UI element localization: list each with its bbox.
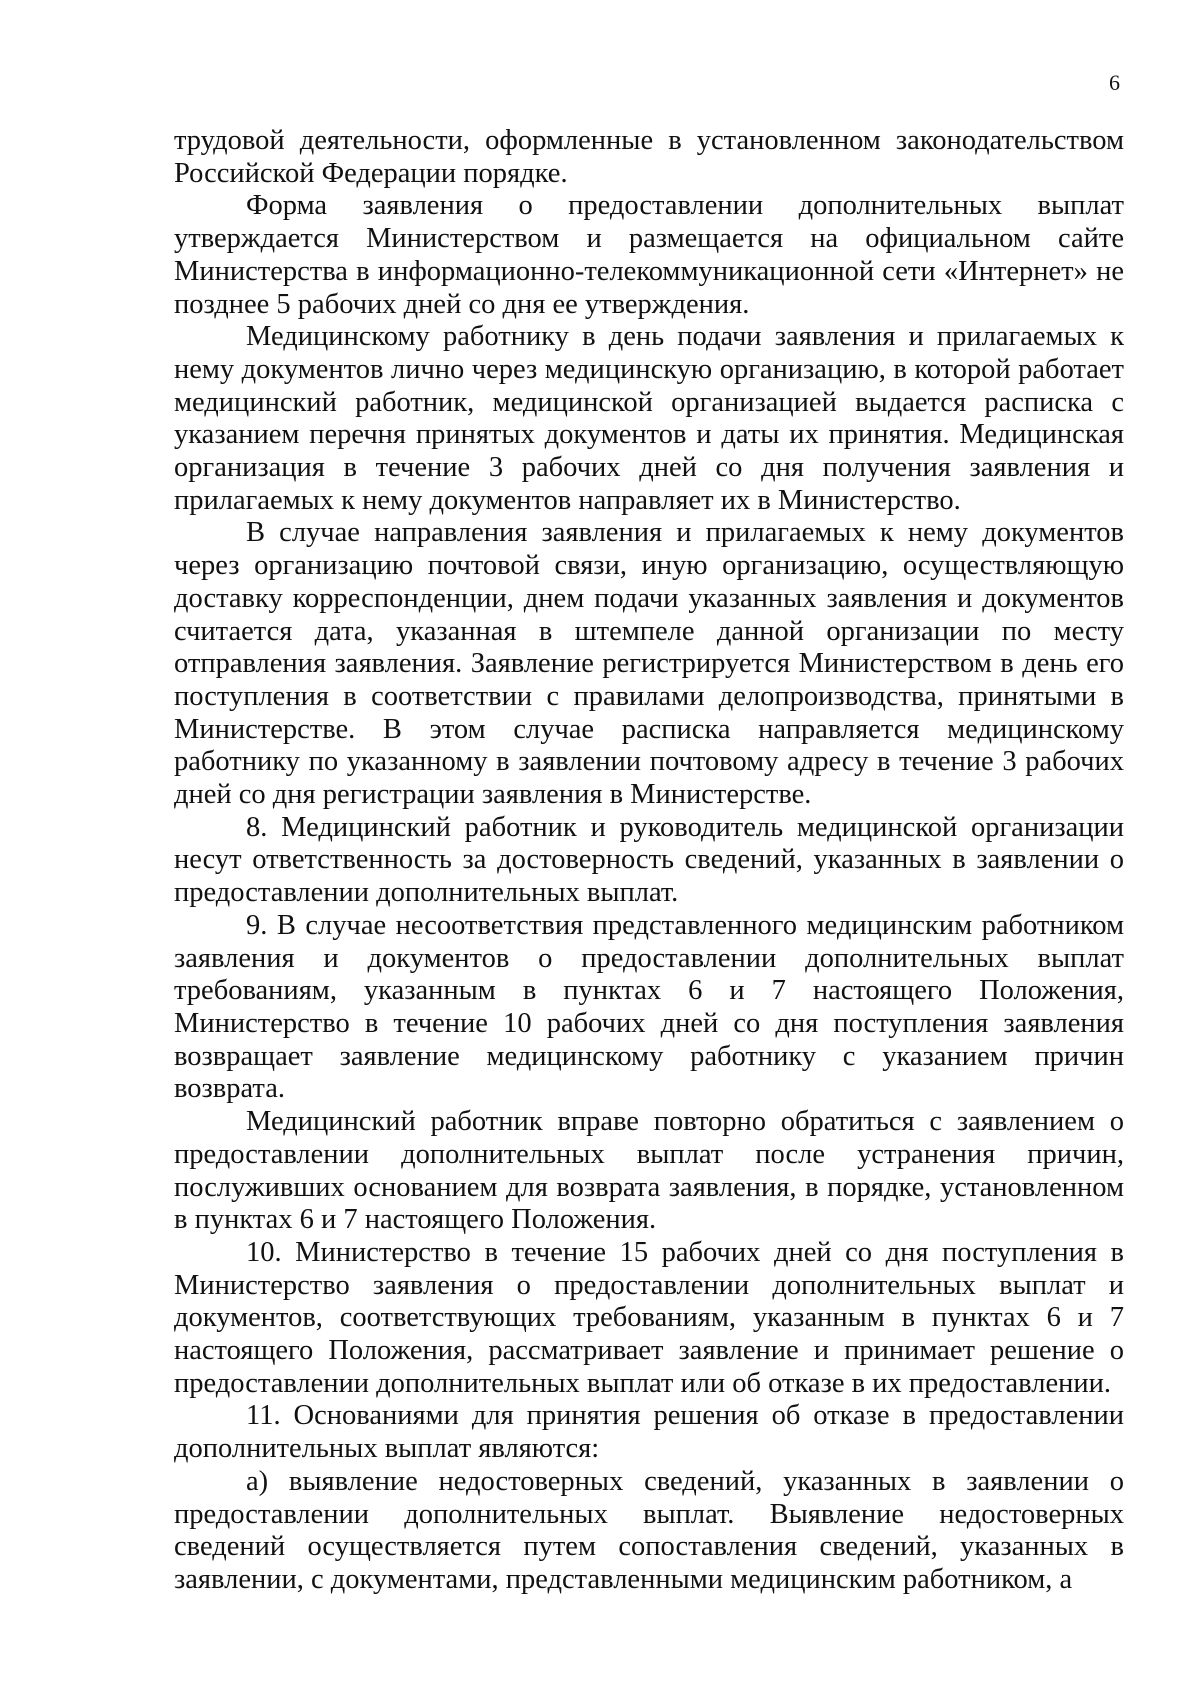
document-body [174,125,1124,1597]
paragraph-receipt-in-person: Медицинскому работнику в день подачи заявления и прилагаемых к нему документов лично через медицинскую организацию, в которой работает медицинский работник, медицинской организацией выдается расписка с указанием перечня принятых документов и даты их принятия. Медицинская организация в течение 3 рабочих дней со дня получения заявления и прилагаемых к нему документов направляет их в Министерство. [174,321,1124,516]
paragraph-reapplication: Медицинский работник вправе повторно обратиться с заявлением о предоставлении дополнительных выплат после устранения причин, послуживших основанием для возврата заявления, в порядке, установленном в пунктах 6 и 7 настоящего Положения. [174,1106,1124,1236]
page-number: 6 [1109,70,1120,95]
paragraph-subitem-a: а) выявление недостоверных сведений, указанных в заявлении о предоставлении дополнительных выплат. Выявление недостоверных сведений осуществляется путем сопоставления сведений, указанных в заявлении, с документами, представленными медицинским работником, а [174,1465,1124,1595]
paragraph-application-form: Форма заявления о предоставлении дополнительных выплат утверждается Министерством и размещается на официальном сайте Министерства в информационно-телекоммуникационной сети «Интернет» не позднее 5 рабочих дней со дня ее утверждения. [174,190,1124,320]
paragraph-continuation: трудовой деятельности, оформленные в установленном законодательством Российской Федерации порядке. [174,125,1124,189]
paragraph-item-11: 11. Основаниями для принятия решения об отказе в предоставлении дополнительных выплат являются: [174,1400,1124,1465]
paragraph-item-9: 9. В случае несоответствия представленного медицинским работником заявления и документов о предоставлении дополнительных выплат требованиям, указанным в пунктах 6 и 7 настоящего Положения, Министерство в течение 10 рабочих дней со дня поступления заявления возвращает заявление медицинскому работнику с указанием причин возврата. [174,909,1124,1105]
paragraph-item-10: 10. Министерство в течение 15 рабочих дней со дня поступления в Министерство заявления о предоставлении дополнительных выплат и документов, соответствующих требованиям, указанным в пунктах 6 и 7 настоящего Положения, рассматривает заявление и принимает решение о предоставлении дополнительных выплат или об отказе в их предоставлении. [174,1236,1124,1399]
paragraph-postal-submission: В случае направления заявления и прилагаемых к нему документов через организацию почтовой связи, иную организацию, осуществляющую доставку корреспонденции, днем подачи указанных заявления и документов считается дата, указанная в штемпеле данной организации по месту отправления заявления. Заявление регистрируется Министерством в день его поступления в соответствии с правилами делопроизводства, принятыми в Министерстве. В этом случае расписка направляется медицинскому работнику по указанному в заявлении почтовому адресу в течение 3 рабочих дней со дня регистрации заявления в Министерстве. [174,517,1124,811]
paragraph-item-8: 8. Медицинский работник и руководитель медицинской организации несут ответственность за достоверность сведений, указанных в заявлении о предоставлении дополнительных выплат. [174,811,1124,909]
